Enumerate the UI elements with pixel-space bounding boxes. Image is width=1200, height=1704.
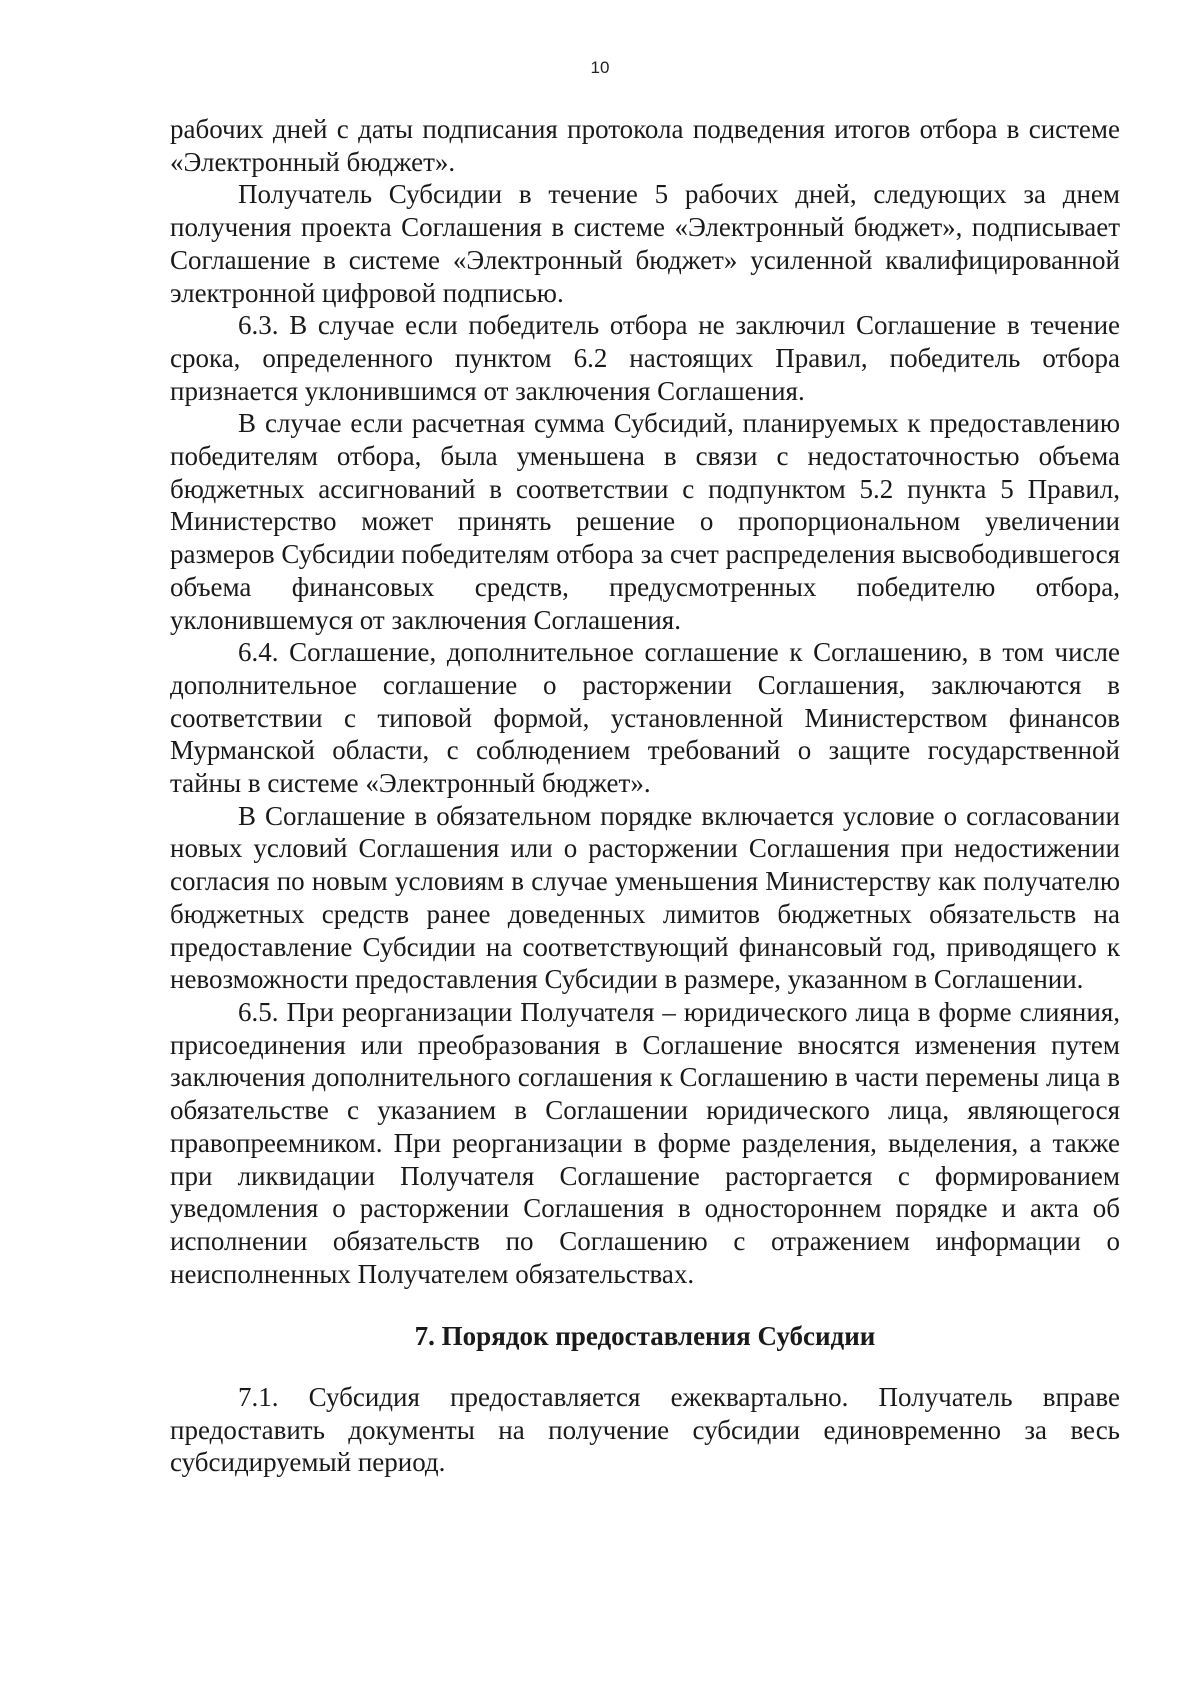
page-number: 10: [590, 58, 610, 77]
paragraph-6-5: 6.5. При реорганизации Получателя – юридического лица в форме слияния, присоединения или преобразования в Соглашение вносятся изменения путем заключения дополнительного соглашения к Соглашению в части перемены лица в обязательстве с указанием в Соглашении юридического лица, являющегося правопреемником. При реорганизации в форме разделения, выделения, а также при ликвидации Получателя Соглашение расторгается с формированием уведомления о расторжении Соглашения в одностороннем порядке и акта об исполнении обязательств по Соглашению с отражением информации о неисполненных Получателем обязательствах.: [170, 996, 1120, 1289]
paragraph-7-1: 7.1. Субсидия предоставляется ежеквартально. Получатель вправе предоставить документы на получение субсидии единовременно за весь субсидируемый период.: [170, 1382, 1120, 1478]
paragraph-6-3: 6.3. В случае если победитель отбора не заключил Соглашение в течение срока, определенного пунктом 6.2 настоящих Правил, победитель отбора признается уклонившимся от заключения Соглашения.: [170, 310, 1120, 406]
section-7-heading: 7. Порядок предоставления Субсидии: [414, 1321, 876, 1352]
paragraph-recipient-signing: Получатель Субсидии в течение 5 рабочих дней, следующих за днем получения проекта Соглашения в системе «Электронный бюджет», подписывает Соглашение в системе «Электронный бюджет» усиленной квалифицированной электронной цифровой подписью.: [170, 179, 1120, 308]
paragraph-6-3-redistribution: В случае если расчетная сумма Субсидий, планируемых к предоставлению победителям отбора, была уменьшена в связи с недостаточностью объема бюджетных ассигнований в соответствии с подпунктом 5.2 пункта 5 Правил, Министерство может принять решение о пропорциональном увеличении размеров Субсидии победителям отбора за счет распределения высвободившегося объема финансовых средств, предусмотренных победителю отбора, уклонившемуся от заключения Соглашения.: [170, 408, 1120, 635]
document-body: [170, 113, 1120, 1479]
paragraph-6-4: 6.4. Соглашение, дополнительное соглашение к Соглашению, в том числе дополнительное соглашение о расторжении Соглашения, заключаются в соответствии с типовой формой, установленной Министерством финансов Мурманской области, с соблюдением требований о защите государственной тайны в системе «Электронный бюджет».: [170, 637, 1120, 799]
paragraph-6-4-conditions: В Соглашение в обязательном порядке включается условие о согласовании новых условий Соглашения или о расторжении Соглашения при недостижении согласия по новым условиям в случае уменьшения Министерству как получателю бюджетных средств ранее доведенных лимитов бюджетных обязательств на предоставление Субсидии на соответствующий финансовый год, приводящего к невозможности предоставления Субсидии в размере, указанном в Соглашении.: [170, 800, 1120, 995]
paragraph-continuation: рабочих дней с даты подписания протокола подведения итогов отбора в системе «Электронный бюджет».: [170, 114, 1120, 177]
